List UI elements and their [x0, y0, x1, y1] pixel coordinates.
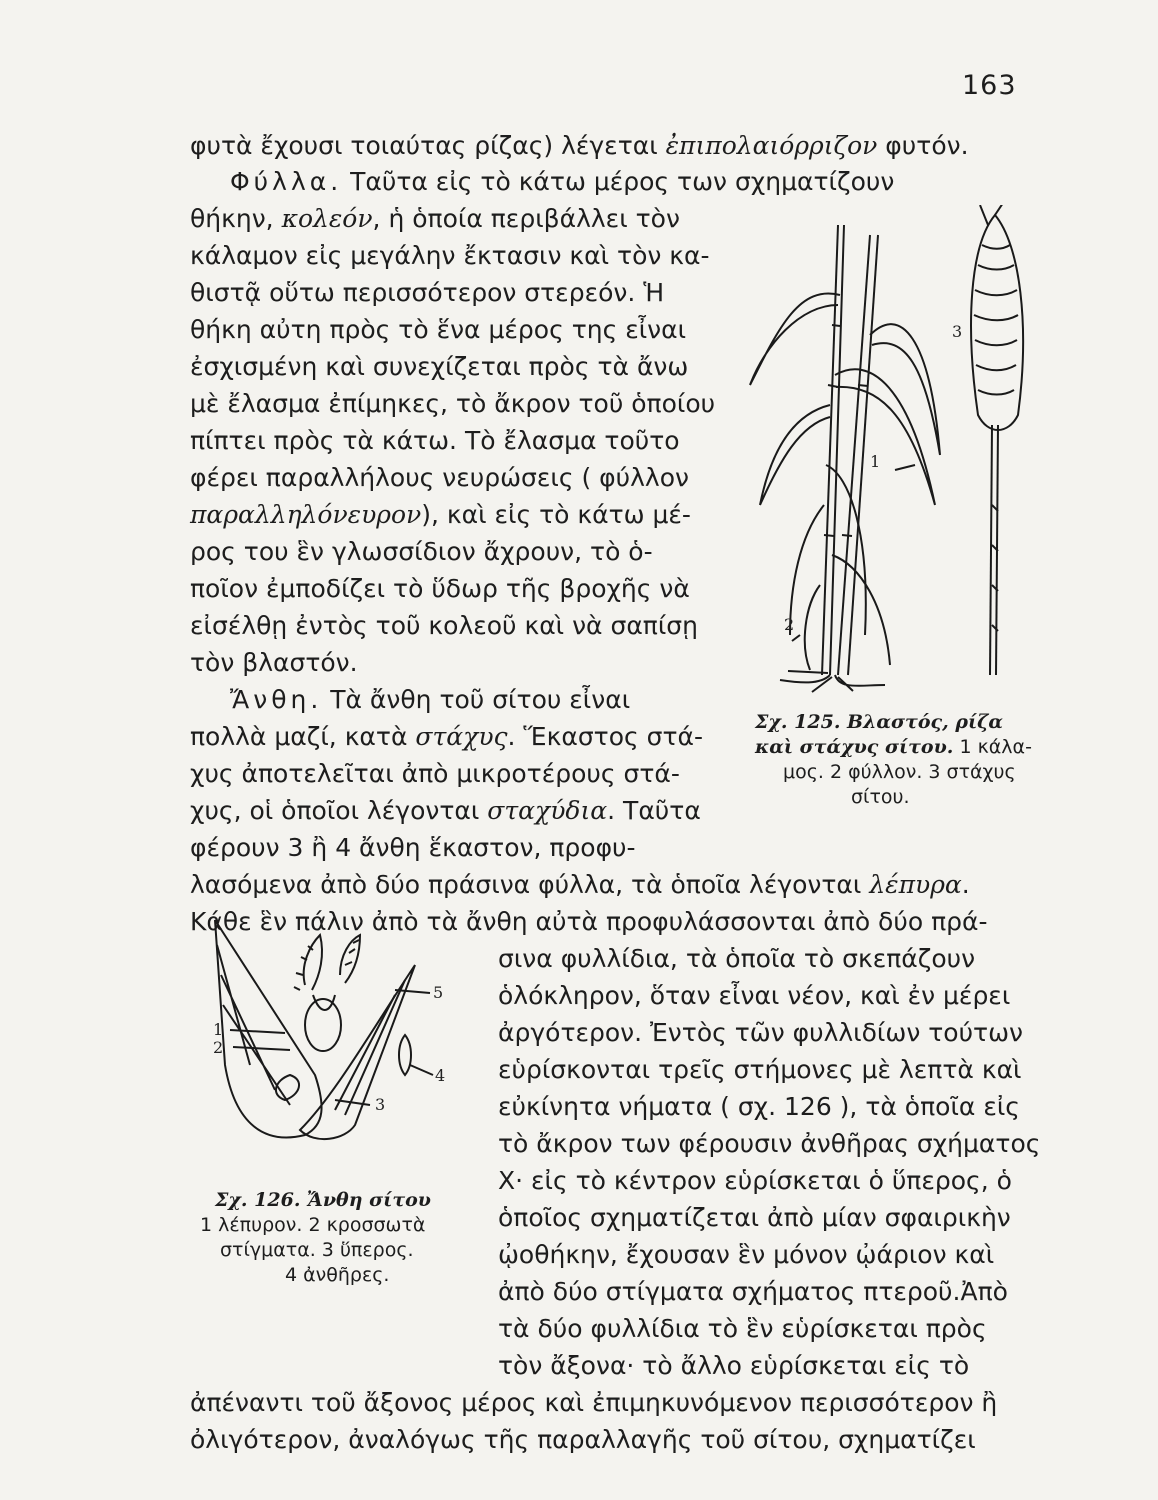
text-line: ρος του ἓν γλωσσίδιον ἄχρουν, τὸ ὁ- — [190, 537, 653, 566]
text-line: ᾠοθήκην, ἔχουσαν ἓν μόνον ᾠάριον καὶ — [498, 1240, 995, 1269]
text-line: Κάθε ἓν πάλιν ἀπὸ τὰ ἄνθη αὐτὰ προφυλάσσονται ἀπὸ δύο πρά- — [190, 907, 988, 936]
section-heading-flowers: Ἄνθη. — [230, 685, 323, 714]
text-line: παραλληλόνευρον), καὶ εἰς τὸ κάτω μέ- — [190, 500, 691, 529]
text-line: χυς ἀποτελεῖται ἀπὸ μικροτέρους στά- — [190, 759, 680, 788]
fig126-label-3: 3 — [375, 1095, 386, 1114]
text-line: φέρει παραλλήλους νευρώσεις ( φύλλον — [190, 463, 689, 492]
text-line: ὀλιγότερον, ἀναλόγως τῆς παραλλαγῆς τοῦ σίτου, σχηματίζει — [190, 1425, 976, 1454]
text-line: Ἄνθη. Τὰ ἄνθη τοῦ σίτου εἶναι — [230, 685, 631, 714]
text-line: τὸν ἄξονα· τὸ ἄλλο εὑρίσκεται εἰς τὸ — [498, 1351, 970, 1380]
fig126-label-4: 4 — [435, 1066, 446, 1085]
text-line: μὲ ἔλασμα ἐπίμηκες, τὸ ἄκρον τοῦ ὁποίου — [190, 389, 716, 418]
wheat-flower-illustration — [195, 915, 465, 1160]
text-line: χυς, οἱ ὁποῖοι λέγονται σταχύδια. Ταῦτα — [190, 796, 701, 825]
text-line: πολλὰ μαζί, κατὰ στάχυς. Ἕκαστος στά- — [190, 722, 704, 751]
text-line: ὁλόκληρον, ὅταν εἶναι νέον, καὶ ἐν μέρει — [498, 981, 1011, 1010]
text-line: φέρουν 3 ἢ 4 ἄνθη ἕκαστον, προφυ- — [190, 833, 636, 862]
text-line: θήκην, κολεόν, ἡ ὁποία περιβάλλει τὸν — [190, 204, 680, 233]
figure-125-caption — [755, 710, 1032, 810]
fig125-label-1: 1 — [870, 452, 881, 471]
figure-126-wheat-flower — [195, 915, 465, 1160]
text-line: ἀπὸ δύο στίγματα σχήματος πτεροῦ.Ἀπὸ — [498, 1277, 1008, 1306]
fig125-caption-title: Σχ. 125. Βλαστός, ρίζα — [755, 711, 1004, 733]
text-line: εἰσέλθῃ ἐντὸς τοῦ κολεοῦ καὶ νὰ σαπίσῃ — [190, 611, 698, 640]
figure-126-caption — [200, 1188, 431, 1288]
text-line: τὸ ἄκρον των φέρουσιν ἀνθῆρας σχήματος — [498, 1129, 1041, 1158]
text-line: ποῖον ἐμποδίζει τὸ ὕδωρ τῆς βροχῆς νὰ — [190, 574, 690, 603]
fig125-label-3: 3 — [952, 322, 963, 341]
text-line: εὐκίνητα νήματα ( σχ. 126 ), τὰ ὁποῖα εἰς — [498, 1092, 1020, 1121]
fig125-caption-title-cont: καὶ στάχυς σίτου. — [755, 736, 954, 758]
fig126-caption-title: Σχ. 126. Ἄνθη σίτου — [215, 1189, 431, 1211]
text-line: πίπτει πρὸς τὰ κάτω. Τὸ ἔλασμα τοῦτο — [190, 426, 680, 455]
text-line: θιστᾷ οὕτω περισσότερον στερεόν. Ἡ — [190, 278, 665, 307]
text-line: ἀργότερον. Ἐντὸς τῶν φυλλιδίων τούτων — [498, 1018, 1023, 1047]
fig126-label-2: 2 — [213, 1038, 224, 1057]
wheat-plant-illustration — [720, 205, 1040, 695]
fig126-label-5: 5 — [433, 983, 444, 1002]
text-line: Φύλλα. Ταῦτα εἰς τὸ κάτω μέρος των σχηματίζουν — [230, 167, 895, 196]
figure-125-wheat-plant — [720, 205, 1040, 695]
text-line: θήκη αὐτη πρὸς τὸ ἕνα μέρος της εἶναι — [190, 315, 687, 344]
text-line: σινα φυλλίδια, τὰ ὁποῖα τὸ σκεπάζουν — [498, 944, 976, 973]
text-line: λασόμενα ἀπὸ δύο πράσινα φύλλα, τὰ ὁποῖα λέγονται λέπυρα. — [190, 870, 970, 899]
fig125-caption-text: 1 κάλα- — [953, 736, 1032, 758]
text-line: τὸν βλαστόν. — [190, 648, 358, 677]
text-line: εὑρίσκονται τρεῖς στήμονες μὲ λεπτὰ καὶ — [498, 1055, 1022, 1084]
fig126-label-1: 1 — [213, 1020, 224, 1039]
text-line: ἀπέναντι τοῦ ἄξονος μέρος καὶ ἐπιμηκυνόμενον περισσότερον ἢ — [190, 1388, 998, 1417]
text-line: ὁποῖος σχηματίζεται ἀπὸ μίαν σφαιρικὴν — [498, 1203, 1011, 1232]
section-heading-leaves: Φύλλα. — [230, 167, 343, 196]
fig126-caption-line2: 1 λέπυρον. 2 κροσσωτὰ — [200, 1214, 426, 1236]
fig125-label-2: 2 — [784, 615, 795, 634]
fig125-caption-line3: μος. 2 φύλλον. 3 στάχυς — [783, 761, 1016, 783]
text-line: X· εἰς τὸ κέντρον εὑρίσκεται ὁ ὕπερος, ὁ — [498, 1166, 1012, 1195]
fig126-caption-line4: 4 ἀνθῆρες. — [285, 1264, 390, 1286]
text-line: τὰ δύο φυλλίδια τὸ ἓν εὑρίσκεται πρὸς — [498, 1314, 987, 1343]
text-line: φυτὰ ἔχουσι τοιαύτας ρίζας) λέγεται ἐπιπολαιόρριζον φυτόν. — [190, 131, 969, 160]
text-line: ἐσχισμένη καὶ συνεχίζεται πρὸς τὰ ἄνω — [190, 352, 689, 381]
text-line: κάλαμον εἰς μεγάλην ἔκτασιν καὶ τὸν κα- — [190, 241, 710, 270]
fig125-caption-line4: σίτου. — [851, 786, 910, 808]
fig126-caption-line3: στίγματα. 3 ὕπερος. — [220, 1239, 414, 1261]
page-number: 163 — [962, 70, 1017, 101]
